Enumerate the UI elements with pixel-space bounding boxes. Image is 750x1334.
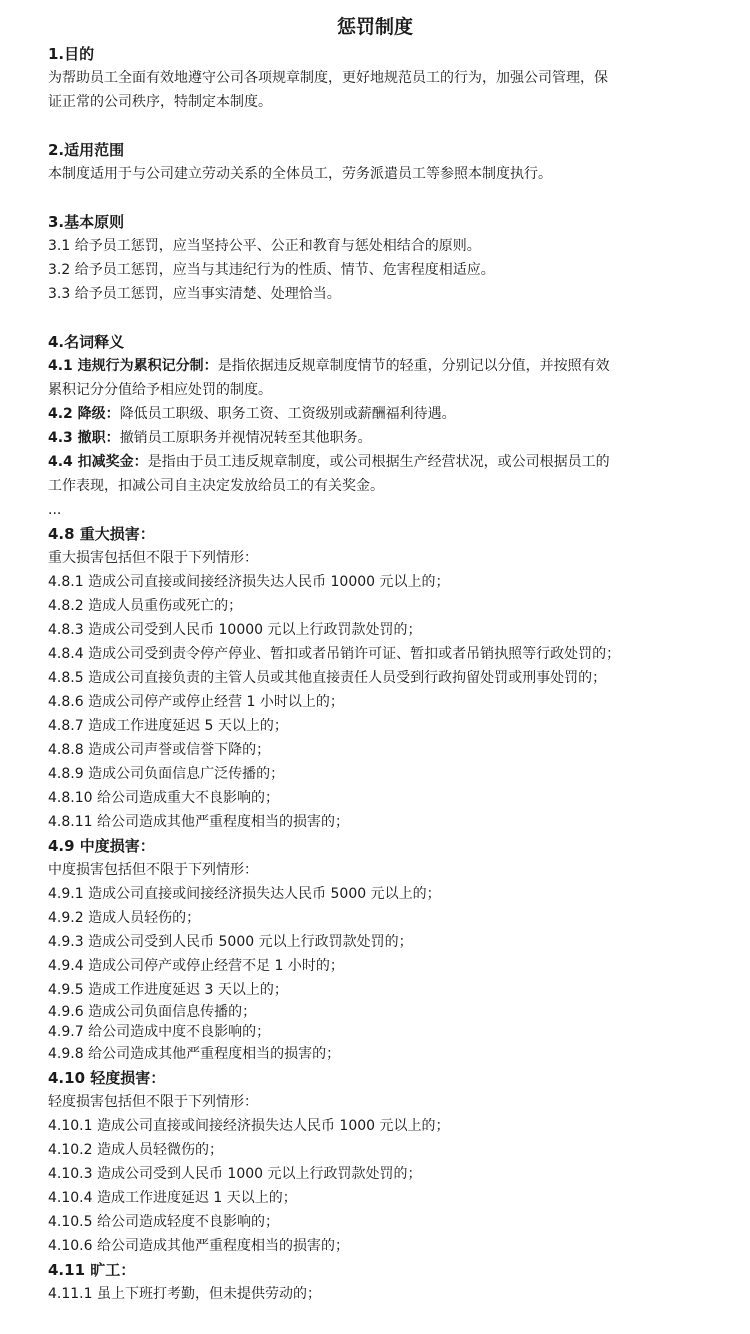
definition-text: 撤销员工原职务并视情况转至其他职务。 — [119, 430, 372, 446]
list-item: 4.9.3 造成公司受到人民币 5000 元以上行政罚款处罚的； — [48, 934, 413, 950]
definition-text: 是指依据违反规章制度情节的轻重，分别记以分值，并按照有效 — [217, 358, 610, 374]
list-item: 4.10.3 造成公司受到人民币 1000 元以上行政罚款处罚的； — [48, 1166, 422, 1182]
definition-line — [48, 354, 730, 378]
list-item: 4.11.1 虽上下班打考勤，但未提供劳动的； — [48, 1286, 321, 1302]
list-item: 4.8.3 造成公司受到人民币 10000 元以上行政罚款处罚的； — [48, 622, 422, 638]
section-intro: 中度损害包括但不限于下列情形： — [48, 862, 258, 878]
list-item: 4.9.8 给公司造成其他严重程度相当的损害的； — [48, 1046, 341, 1062]
section-3-heading: 3.基本原则 — [48, 213, 125, 231]
list-item: 4.8.8 造成公司声誉或信誉下降的； — [48, 742, 271, 758]
list-item: 4.9.1 造成公司直接或间接经济损失达人民币 5000 元以上的； — [48, 886, 441, 902]
list-item: 4.9.5 造成工作进度延迟 3 天以上的； — [48, 982, 288, 998]
definition-line: 工作表现，扣减公司自主决定发放给员工的有关奖金。 — [48, 478, 384, 494]
list-item: 4.9.7 给公司造成中度不良影响的； — [48, 1024, 271, 1040]
document-title: 惩罚制度 — [336, 16, 413, 38]
section-4-10-heading: 4.10 轻度损害： — [48, 1069, 166, 1087]
definition-line: 累积记分分值给予相应处罚的制度。 — [48, 382, 272, 398]
list-item: 4.10.6 给公司造成其他严重程度相当的损害的； — [48, 1238, 349, 1254]
section-4-11-heading: 4.11 旷工： — [48, 1261, 136, 1279]
list-item: 3.1 给予员工惩罚，应当坚持公平、公正和教育与惩处相结合的原则。 — [48, 238, 481, 254]
paragraph-line: 本制度适用于与公司建立劳动关系的全体员工，劳务派遣员工等参照本制度执行。 — [48, 166, 552, 182]
ellipsis: ... — [48, 502, 62, 518]
definition-line — [48, 450, 730, 474]
definition-line — [48, 402, 730, 426]
paragraph-line: 为帮助员工全面有效地遵守公司各项规章制度，更好地规范员工的行为，加强公司管理，保 — [48, 70, 608, 86]
paragraph-line: 证正常的公司秩序，特制定本制度。 — [48, 94, 272, 110]
definition-term: 4.2 降级： — [48, 406, 120, 422]
definition-text: 降低员工职级、职务工资、工资级别或薪酬福利待遇。 — [119, 406, 456, 422]
list-item: 4.10.1 造成公司直接或间接经济损失达人民币 1000 元以上的； — [48, 1118, 450, 1134]
list-item: 4.8.2 造成人员重伤或死亡的； — [48, 598, 243, 614]
list-item: 3.2 给予员工惩罚，应当与其违纪行为的性质、情节、危害程度相适应。 — [48, 262, 495, 278]
list-item: 4.8.1 造成公司直接或间接经济损失达人民币 10000 元以上的； — [48, 574, 450, 590]
list-item: 4.9.4 造成公司停产或停止经营不足 1 小时的； — [48, 958, 344, 974]
section-2-heading: 2.适用范围 — [48, 141, 125, 159]
section-1-body — [48, 66, 716, 114]
list-item: 4.9.2 造成人员轻伤的； — [48, 910, 201, 926]
list-item: 4.10.5 给公司造成轻度不良影响的； — [48, 1214, 279, 1230]
list-item: 3.3 给予员工惩罚，应当事实清楚、处理恰当。 — [48, 286, 341, 302]
list-item: 4.10.4 造成工作进度延迟 1 天以上的； — [48, 1190, 297, 1206]
section-intro: 轻度损害包括但不限于下列情形： — [48, 1094, 258, 1110]
definition-term: 4.1 违规行为累积记分制： — [48, 358, 218, 374]
definition-term: 4.3 撤职： — [48, 430, 120, 446]
definition-term: 4.4 扣减奖金： — [48, 454, 148, 470]
section-4-9-heading: 4.9 中度损害： — [48, 837, 155, 855]
definition-line — [48, 426, 730, 450]
definition-text: 是指由于员工违反规章制度，或公司根据生产经营状况，或公司根据员工的 — [147, 454, 610, 470]
section-intro: 重大损害包括但不限于下列情形： — [48, 550, 258, 566]
section-4-heading: 4.名词释义 — [48, 333, 125, 351]
list-item: 4.9.6 造成公司负面信息传播的； — [48, 1004, 257, 1020]
section-1-heading: 1.目的 — [48, 45, 95, 63]
list-item: 4.8.10 给公司造成重大不良影响的； — [48, 790, 279, 806]
list-item: 4.10.2 造成人员轻微伤的； — [48, 1142, 223, 1158]
list-item: 4.8.11 给公司造成其他严重程度相当的损害的； — [48, 814, 349, 830]
section-4-8-heading: 4.8 重大损害： — [48, 525, 155, 543]
list-item: 4.8.5 造成公司直接负责的主管人员或其他直接责任人员受到行政拘留处罚或刑事处罚的； — [48, 670, 607, 686]
list-item: 4.8.6 造成公司停产或停止经营 1 小时以上的； — [48, 694, 344, 710]
list-item: 4.8.7 造成工作进度延迟 5 天以上的； — [48, 718, 288, 734]
list-item: 4.8.4 造成公司受到责令停产停业、暂扣或者吊销许可证、暂扣或者吊销执照等行政处罚的； — [48, 646, 621, 662]
list-item: 4.8.9 造成公司负面信息广泛传播的； — [48, 766, 285, 782]
